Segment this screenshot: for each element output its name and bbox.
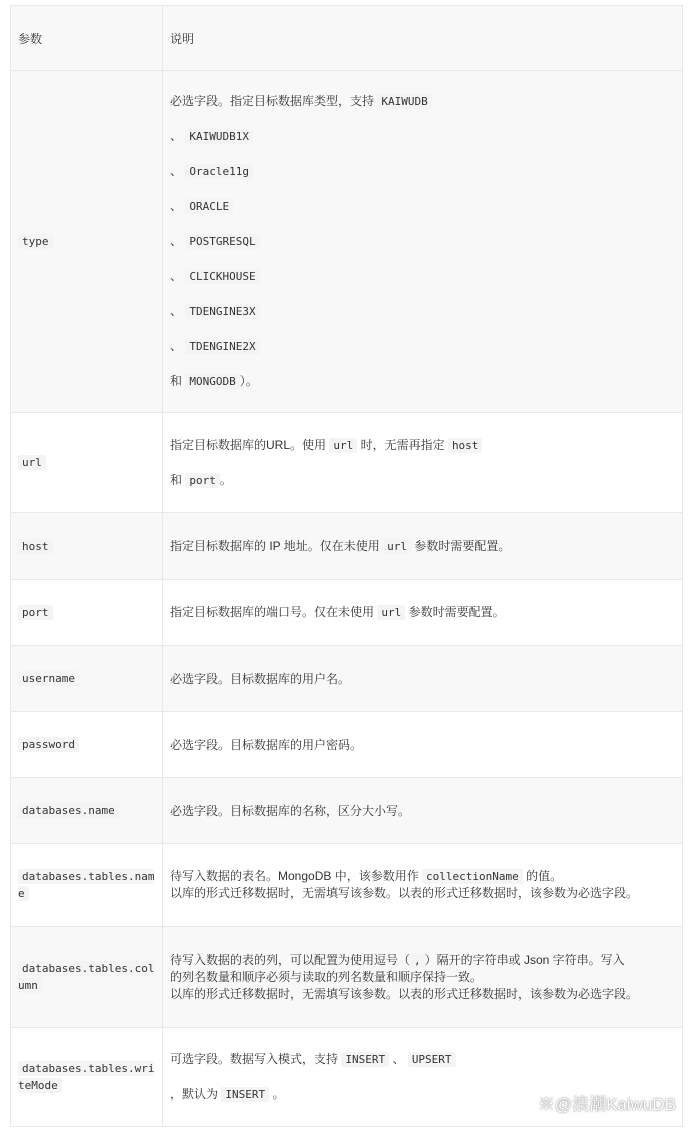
desc-text: 指定目标数据库的URL。使用	[170, 437, 327, 452]
desc-cell	[163, 712, 683, 778]
desc-text: 必选字段。目标数据库的名称，区分大小写。	[170, 804, 411, 818]
code-value: url	[329, 438, 357, 453]
param-name: databases.tables.writeMode	[18, 1062, 155, 1092]
desc-text: 待写入数据的表名。MongoDB 中，该参数用作	[170, 869, 419, 883]
code-value: Oracle11g	[185, 164, 253, 179]
code-value: collectionName	[422, 869, 523, 884]
desc-cell	[163, 844, 683, 927]
desc-text: 参数时需要配置。	[414, 538, 511, 553]
table-row	[11, 580, 683, 646]
table-row	[11, 778, 683, 844]
param-name: username	[18, 671, 79, 686]
param-name: url	[18, 455, 46, 470]
desc-text: 。	[219, 472, 232, 487]
code-value: port	[185, 473, 220, 488]
desc-text: 可选字段。数据写入模式，支持	[170, 1052, 339, 1066]
separator: 、	[170, 199, 183, 213]
desc-line	[170, 189, 675, 224]
table-row	[11, 927, 683, 1028]
param-name: password	[18, 737, 79, 752]
desc-line	[170, 259, 675, 294]
desc-text: 必选字段。目标数据库的用户密码。	[170, 738, 363, 752]
desc-text: 必选字段。目标数据库的用户名。	[170, 672, 351, 686]
param-name: type	[18, 234, 53, 249]
separator: 、	[170, 234, 183, 248]
header-param	[11, 6, 163, 71]
watermark: ※@浪潮KaiwuDB	[537, 1095, 676, 1114]
code-value: CLICKHOUSE	[185, 269, 259, 284]
table-row	[11, 844, 683, 927]
desc-line	[170, 364, 675, 399]
desc-text: 和	[170, 472, 183, 487]
param-name: databases.tables.column	[18, 962, 155, 992]
desc-cell	[163, 580, 683, 646]
code-value: TDENGINE2X	[185, 339, 259, 354]
desc-cell	[163, 71, 683, 413]
desc-line	[170, 463, 675, 498]
param-name: databases.name	[18, 803, 119, 818]
parameter-table	[10, 5, 683, 1127]
header-desc-label: 说明	[170, 31, 195, 46]
param-name: host	[18, 539, 53, 554]
table-row	[11, 646, 683, 712]
desc-cell	[163, 646, 683, 712]
table-row	[11, 712, 683, 778]
table-row	[11, 413, 683, 513]
code-value: TDENGINE3X	[185, 304, 259, 319]
desc-line: 的列名数量和顺序必须与读取的列名数量和顺序保持一致。	[170, 969, 483, 984]
desc-text: ）隔开的字符串或 Json 字符串。写入	[424, 952, 625, 967]
param-cell	[11, 580, 163, 646]
code-value: INSERT	[221, 1087, 269, 1102]
separator: 、	[170, 269, 183, 283]
param-cell	[11, 778, 163, 844]
desc-text: ，默认为	[170, 1087, 219, 1101]
desc-line	[170, 1042, 675, 1077]
param-name: port	[18, 605, 53, 620]
desc-line: 以库的形式迁移数据时，无需填写该参数。以表的形式迁移数据时，该参数为必选字段。	[170, 986, 639, 1001]
desc-line: 以库的形式迁移数据时，无需填写该参数。以表的形式迁移数据时，该参数为必选字段。	[170, 886, 639, 900]
desc-text: 时，无需再指定	[360, 437, 445, 452]
desc-cell	[163, 927, 683, 1028]
desc-line	[170, 294, 675, 329]
desc-text: 。	[272, 1087, 285, 1101]
table-header-row	[11, 6, 683, 71]
param-cell	[11, 513, 163, 580]
code-value: KAIWUDB1X	[185, 129, 253, 144]
param-cell	[11, 646, 163, 712]
param-cell	[11, 712, 163, 778]
desc-line	[170, 84, 675, 119]
separator: 、	[170, 164, 183, 178]
separator: 、	[170, 304, 183, 318]
code-value: ORACLE	[185, 199, 233, 214]
desc-text: 参数时需要配置。	[408, 605, 505, 619]
desc-line	[170, 428, 675, 463]
desc-text: 指定目标数据库的 IP 地址。仅在未使用	[170, 538, 380, 553]
code-value: url	[383, 539, 411, 554]
code-value: POSTGRESQL	[185, 234, 259, 249]
header-param-label: 参数	[18, 31, 43, 46]
code-value: UPSERT	[408, 1052, 456, 1067]
separator: 、	[170, 129, 183, 143]
param-cell	[11, 1028, 163, 1127]
desc-cell	[163, 778, 683, 844]
param-cell	[11, 413, 163, 513]
desc-text: 指定目标数据库的端口号。仅在未使用	[170, 605, 375, 619]
code-value: MONGODB	[185, 374, 239, 389]
param-cell	[11, 844, 163, 927]
desc-text: 的值。	[526, 869, 563, 883]
param-name: databases.tables.name	[18, 870, 155, 900]
desc-line	[170, 595, 675, 630]
desc-text: 和	[170, 374, 183, 388]
desc-cell	[163, 513, 683, 580]
desc-line	[170, 329, 675, 364]
param-cell	[11, 927, 163, 1028]
code-value: url	[377, 605, 405, 620]
code-value: KAIWUDB	[377, 94, 431, 109]
separator: 、	[170, 339, 183, 353]
desc-text: 必选字段。指定目标数据库类型，支持	[170, 94, 375, 108]
header-desc	[163, 6, 683, 71]
table-row	[11, 513, 683, 580]
desc-cell	[163, 413, 683, 513]
desc-text: ）。	[239, 374, 258, 388]
table-row	[11, 71, 683, 413]
desc-line	[170, 154, 675, 189]
desc-text: 待写入数据的表的列，可以配置为使用逗号（	[170, 952, 411, 967]
desc-line	[170, 952, 675, 969]
code-value: INSERT	[341, 1052, 389, 1067]
code-value: host	[448, 438, 483, 453]
desc-line	[170, 529, 675, 564]
separator: 、	[392, 1052, 405, 1066]
desc-line	[170, 868, 675, 885]
desc-line	[170, 119, 675, 154]
code-value: ,	[410, 953, 425, 968]
desc-line	[170, 224, 675, 259]
param-cell	[11, 71, 163, 413]
